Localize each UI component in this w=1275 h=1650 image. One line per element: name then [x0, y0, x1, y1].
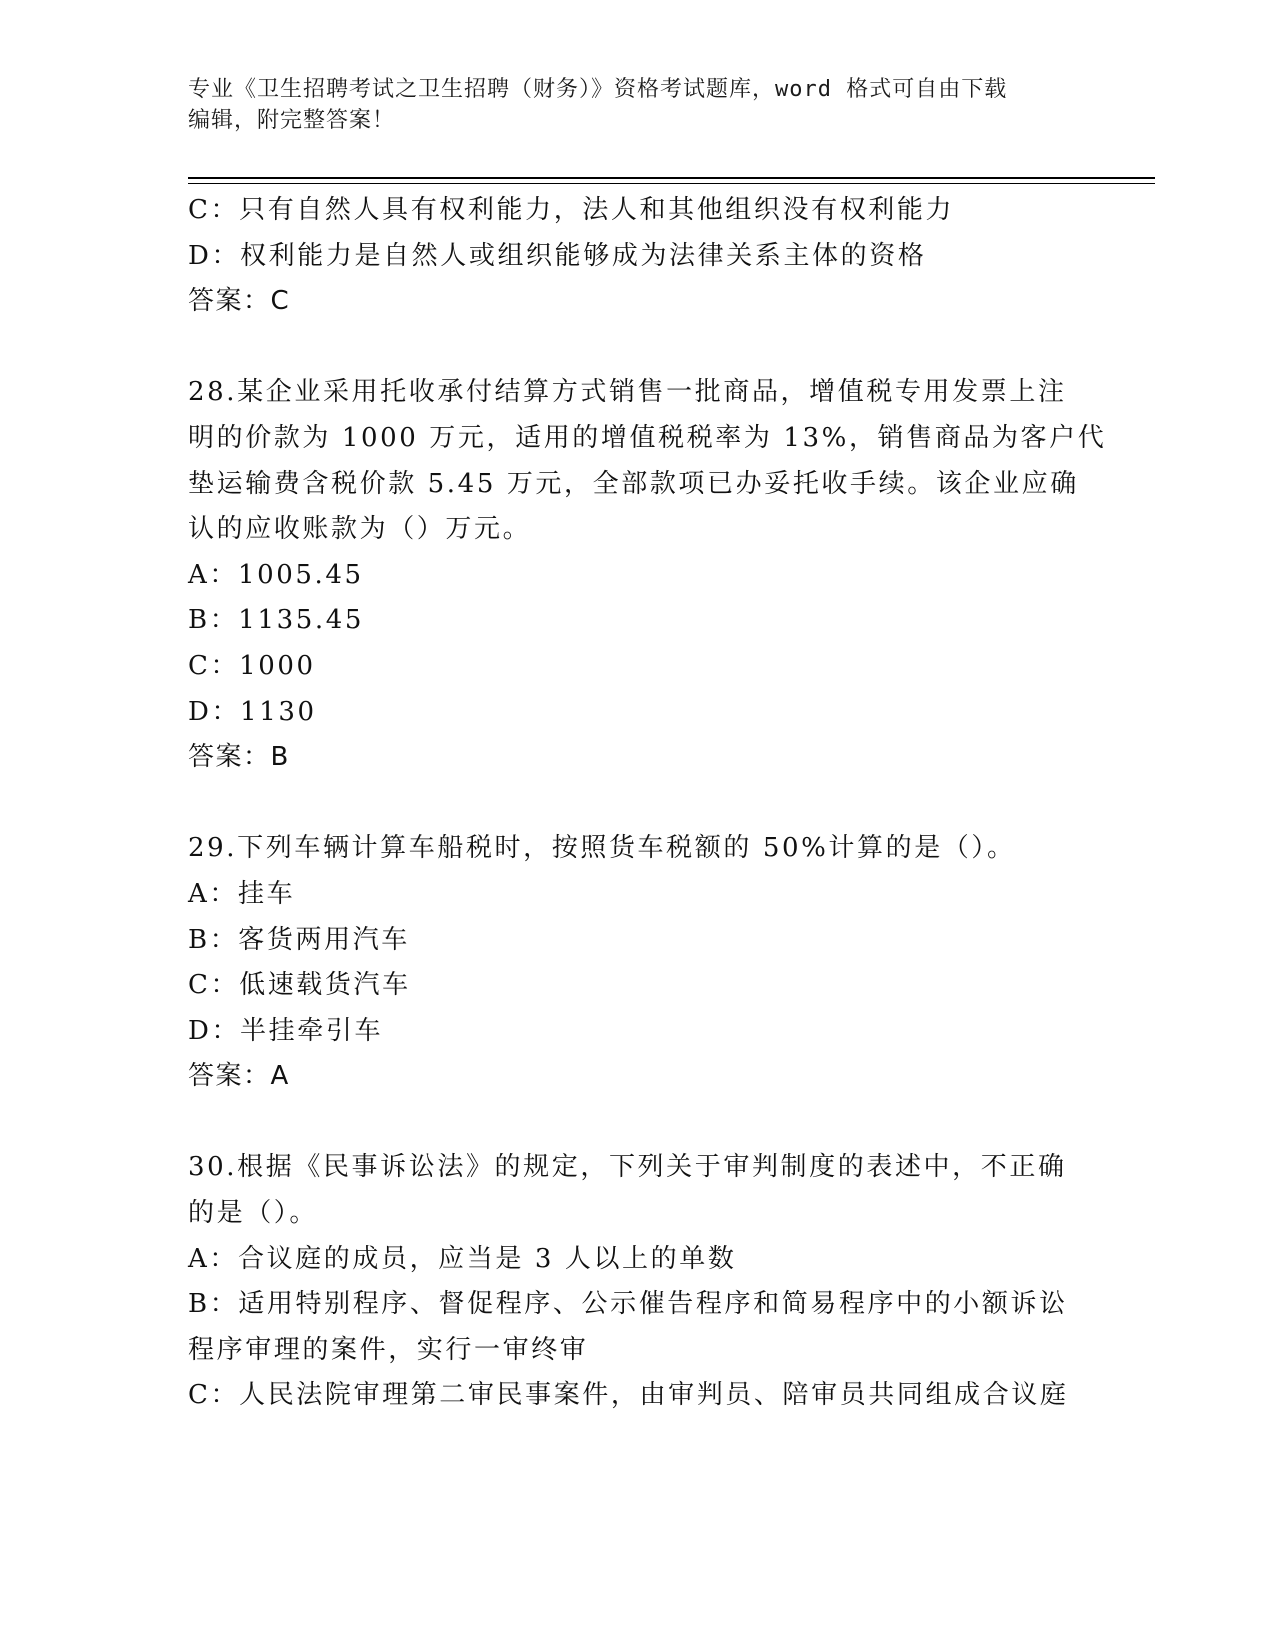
question-stem-line: 的是（）。 [188, 1198, 319, 1229]
question-stem-line: 认的应收账款为（）万元。 [188, 514, 532, 545]
option-d: D：半挂牵引车 [188, 1015, 384, 1046]
option-b: B：适用特别程序、督促程序、公示催告程序和简易程序中的小额诉讼 [188, 1289, 1068, 1320]
spacer [188, 1100, 1088, 1146]
option-c: C：只有自然人具有权利能力，法人和其他组织没有权利能力 [188, 195, 955, 225]
option-c: C：人民法院审理第二审民事案件，由审判员、陪审员共同组成合议庭 [188, 1380, 1069, 1411]
option-d: D：1130 [188, 696, 317, 727]
header-rule-thin [188, 183, 1155, 184]
question-27-tail [188, 188, 1088, 325]
answer-line: 答案：A [188, 1061, 290, 1092]
question-28 [188, 370, 1107, 780]
question-stem-line: 明的价款为 1000 万元，适用的增值税税率为 13%，销售商品为客户代 [188, 422, 1107, 453]
answer-line: 答案：B [188, 742, 290, 773]
spacer [188, 325, 1088, 371]
question-stem-line: 垫运输费含税价款 5.45 万元，全部款项已办妥托收手续。该企业应确 [188, 468, 1079, 499]
option-a: A：1005.45 [188, 559, 364, 590]
option-b: B：客货两用汽车 [188, 924, 410, 955]
header-line-2: 编辑，附完整答案！ [188, 108, 396, 133]
option-a: A：合议庭的成员，应当是 3 人以上的单数 [188, 1243, 737, 1274]
document-header [188, 74, 1088, 136]
question-stem-line: 30.根据《民事诉讼法》的规定，下列关于审判制度的表述中，不正确 [188, 1152, 1067, 1183]
document-body [188, 188, 1107, 1419]
question-30 [188, 1145, 1088, 1419]
header-rule-thick [188, 177, 1155, 179]
option-a: A：挂车 [188, 878, 296, 909]
question-stem-line: 28.某企业采用托收承付结算方式销售一批商品，增值税专用发票上注 [188, 377, 1067, 408]
question-29 [188, 826, 1088, 1100]
option-b: B：1135.45 [188, 605, 365, 636]
option-b-continued: 程序审理的案件，实行一审终审 [188, 1334, 589, 1365]
question-stem-line: 29.下列车辆计算车船税时，按照货车税额的 50%计算的是（）。 [188, 833, 1016, 864]
answer-line: 答案：C [188, 286, 291, 317]
option-d: D：权利能力是自然人或组织能够成为法律关系主体的资格 [188, 240, 927, 271]
header-line-1: 专业《卫生招聘考试之卫生招聘（财务）》资格考试题库，word 格式可自由下载 [188, 77, 1008, 102]
option-c: C：1000 [188, 650, 316, 681]
spacer [188, 781, 1088, 827]
option-c: C：低速载货汽车 [188, 970, 411, 1001]
